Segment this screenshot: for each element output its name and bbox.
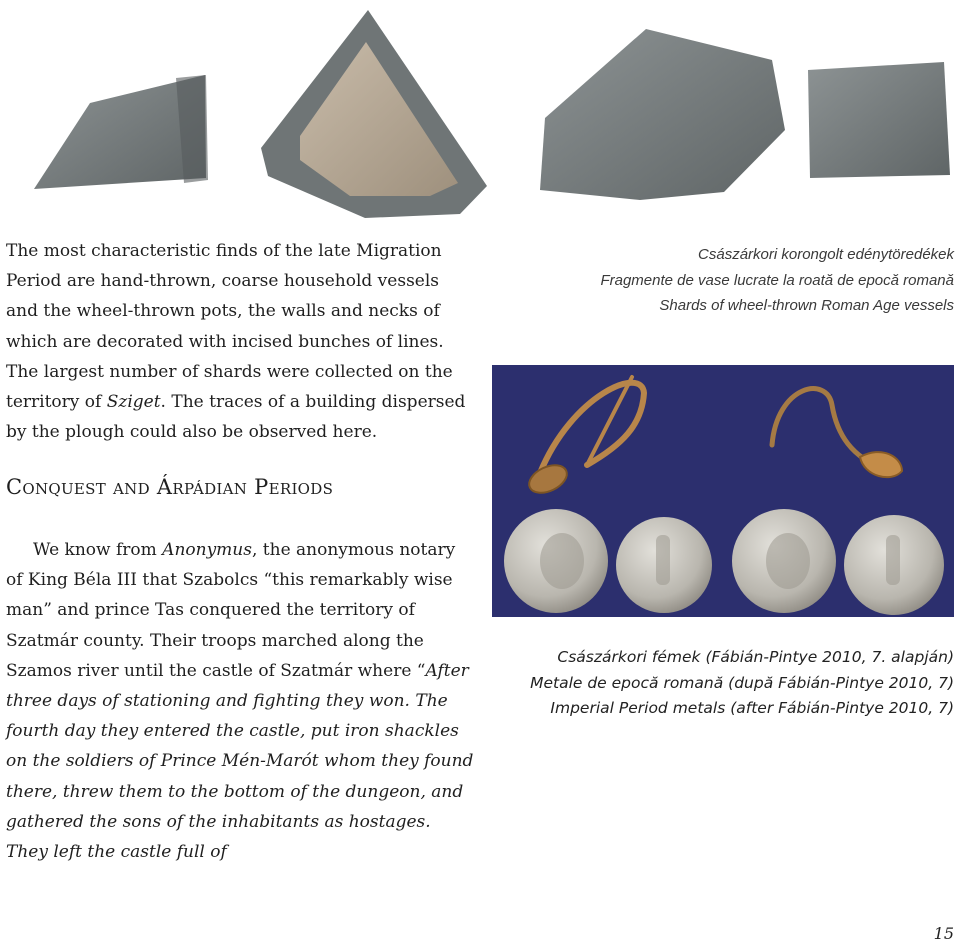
metals-photo bbox=[492, 365, 954, 617]
intro-paragraph bbox=[6, 236, 476, 447]
caption-line-romanian: Metale de epocă romană (după Fábián-Pintye 2010, 7) bbox=[530, 673, 954, 692]
paragraph-text: , the anonymous notary of King Béla III that Szabolcs “this remarkably wise man” and prince Tas conquered the territory of Szatmár county. Their troops marched along the Szamos river until the castle of Szatmár where “ bbox=[6, 540, 456, 681]
caption-line-english: Shards of wheel-thrown Roman Age vessels bbox=[659, 297, 954, 314]
page-number: 15 bbox=[933, 924, 954, 943]
place-name: Sziget bbox=[106, 392, 161, 413]
shards-photo bbox=[0, 0, 960, 225]
paragraph-text: The most characteristic finds of the late Migration Period are hand-thrown, coarse household vessels and the wheel-thrown pots, the walls and necks of which are decorated with incised bunches of lines. The largest number of shards were collected on the territory of bbox=[6, 241, 453, 413]
caption-line-romanian: Fragmente de vase lucrate la roată de epocă romană bbox=[600, 271, 954, 289]
metals-caption bbox=[530, 645, 954, 722]
caption-line-english: Imperial Period metals (after Fábián-Pintye 2010, 7) bbox=[550, 699, 954, 717]
conquest-paragraph bbox=[6, 535, 476, 867]
shard-2 bbox=[261, 10, 487, 218]
paragraph-text: . The traces of a building dispersed by the plough could also be observed here. bbox=[6, 392, 466, 443]
quotation-text: After three days of stationing and fighting they won. The fourth day they entered the castle, put iron shackles on the soldiers of Prince Mén-Marót whom they found there, threw them to the bottom of the dungeon, and gathered the sons of the inhabitants as hostages. They left the castle full of bbox=[6, 660, 474, 863]
section-heading: Conquest and Árpádian Periods bbox=[6, 475, 334, 499]
author-name: Anonymus bbox=[162, 540, 252, 560]
shard-4 bbox=[808, 62, 950, 178]
caption-line-hungarian: Császárkori korongolt edénytöredékek bbox=[698, 246, 954, 263]
caption-line-hungarian: Császárkori fémek (Fábián-Pintye 2010, 7. alapján) bbox=[557, 648, 954, 666]
paragraph-text: We know from bbox=[33, 540, 163, 560]
shard-3 bbox=[540, 29, 785, 200]
shards-caption bbox=[600, 242, 954, 319]
shard-1 bbox=[34, 75, 208, 189]
